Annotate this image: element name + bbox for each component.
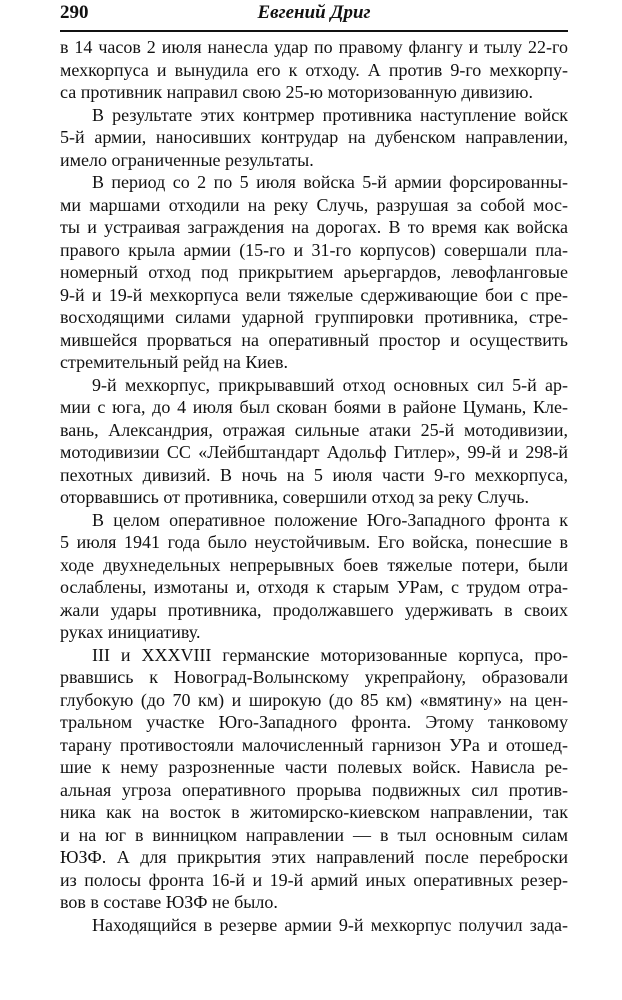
text-line: правого крыла армии (15-го и 31-го корпусов) совершали пла- <box>60 239 568 260</box>
text-line: глубокую (до 70 км) и широкую (до 85 км) «вмятину» на цен- <box>60 689 568 710</box>
text-line: III и XXXVIII германские моторизованные корпуса, про- <box>92 644 568 665</box>
text-line: мии с юга, до 4 июля был скован боями в районе Цумань, Кле- <box>60 397 568 417</box>
text-line: мотодивизии СС «Лейбштандарт Адольф Гитлер», 99-й и 298-й <box>60 442 568 462</box>
text-line: стремительный рейд на Киев. <box>60 352 289 372</box>
text-line: рвавшись к Новоград-Волынскому укрепрайону, образовали <box>60 667 568 687</box>
text-line: шие к нему разрозненные части полевых войск. Нависла ре- <box>60 757 568 777</box>
text-line: вань, Александрия, отражая сильные атаки 25-й мотодивизии, <box>60 419 568 440</box>
text-line: са противник направил свою 25-ю моторизованную дивизию. <box>60 82 533 102</box>
text-line: 9-й и 19-й мехкорпуса вели тяжелые сдерживающие бои с пре- <box>60 284 568 305</box>
text-line: оторвавшись от противника, совершили отход за реку Случь. <box>60 487 529 507</box>
page-number: 290 <box>60 2 89 23</box>
body-text <box>60 36 568 936</box>
text-line: 5 июля 1941 года было неустойчивым. Его войска, понесшие в <box>60 532 568 552</box>
text-line: вов в составе ЮЗФ не было. <box>60 892 278 912</box>
text-line: номерный отход под прикрытием арьергардов, левофланговые <box>60 262 568 282</box>
text-line: Находящийся в резерве армии 9-й мехкорпус получил зада- <box>92 914 568 935</box>
text-line: мехкорпуса и вынудила его к отходу. А против 9-го мехкорпу- <box>60 59 568 80</box>
text-line: ника как на восток в житомирско-киевском направлении, так <box>60 802 568 822</box>
text-line: руках инициативу. <box>60 622 201 642</box>
text-line: и на юг в винницком направлении — в тыл основным силам <box>60 824 568 845</box>
running-head <box>60 2 568 28</box>
text-line: из полосы фронта 16-й и 19-й армий иных оперативных резер- <box>60 869 568 890</box>
text-line: в 14 часов 2 июля нанесла удар по правому флангу и тылу 22-го <box>60 37 568 57</box>
text-line: 9-й мехкорпус, прикрывавший отход основных сил 5-й ар- <box>92 374 568 395</box>
text-line: альная угроза оперативного прорыва подвижных сил против- <box>60 779 568 800</box>
text-line: В результате этих контрмер противника наступление войск <box>92 104 568 125</box>
text-line: имело ограниченные результаты. <box>60 149 314 170</box>
text-line: ходе двухнедельных непрерывных боев тяжелые потери, были <box>60 554 568 575</box>
text-line: ми маршами отходили на реку Случь, разрушая за собой мос- <box>60 194 568 215</box>
text-line: тарану противостояли малочисленный гарнизон УРа и отошед- <box>60 734 568 755</box>
running-title: Евгений Дриг <box>257 2 371 23</box>
header-rule <box>60 30 568 32</box>
text-line: 5-й армии, наносивших контрудар на дубенском направлении, <box>60 127 568 147</box>
text-line: тральном участке Юго-Западного фронта. Этому танковому <box>60 712 568 732</box>
text-line: ЮЗФ. А для прикрытия этих направлений после переброски <box>60 847 568 867</box>
text-line: В период со 2 по 5 июля войска 5-й армии форсированны- <box>92 172 568 192</box>
text-line: мившейся прорваться на оперативный простор и осуществить <box>60 329 568 350</box>
text-line: восходящими силами ударной группировки противника, стре- <box>60 307 568 327</box>
text-line: ослаблены, измотаны и, отходя к старым УРам, с трудом отра- <box>60 577 568 597</box>
text-line: ты и устраивая заграждения на дорогах. В то время как войска <box>60 217 568 237</box>
text-line: пехотных дивизий. В ночь на 5 июля части 9-го мехкорпуса, <box>60 464 568 485</box>
text-line: В целом оперативное положение Юго-Западного фронта к <box>92 509 568 530</box>
text-line: жали удары противника, продолжавшего удерживать в своих <box>60 599 568 620</box>
